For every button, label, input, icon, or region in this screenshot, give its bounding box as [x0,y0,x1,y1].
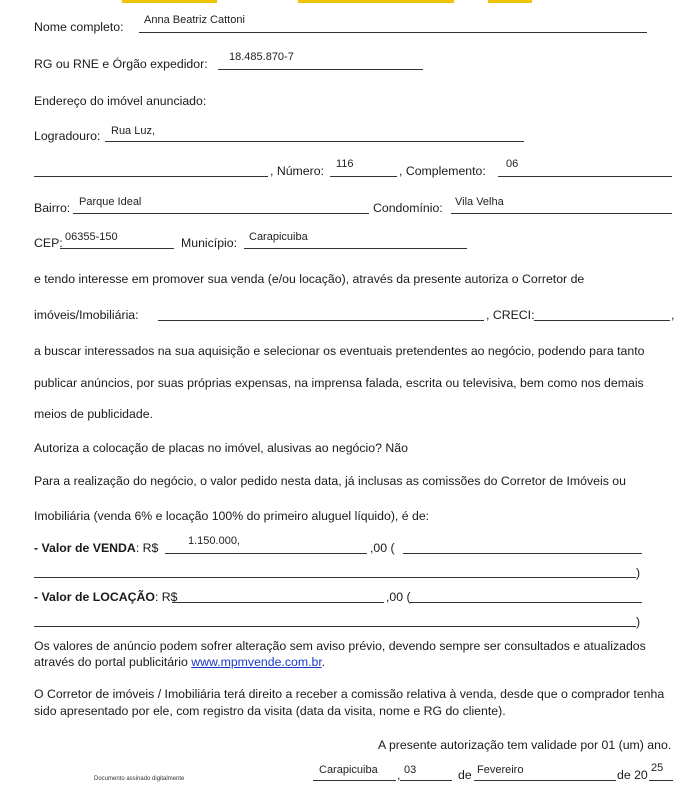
locacao-cents: ,00 ( [386,590,411,604]
venda-label: - Valor de VENDA: R$ [34,541,159,555]
placas-question: Autoriza a colocação de placas no imóvel, alusivas ao negócio? Não [34,441,408,455]
cidade-comma: , [397,768,401,782]
paragraph-autoriza-line-4: publicar anúncios, por suas próprias expensas, na imprensa falada, escrita ou televisiva, bem como nos demais [34,376,644,390]
condominio-line[interactable] [451,213,672,214]
creci-label: , CRECI: [486,308,535,322]
venda-value: 1.150.000, [188,535,240,547]
cidade-value: Carapicuiba [319,764,378,776]
portal-link[interactable]: www.mpmvende.com.br [191,655,322,669]
bairro-value: Parque Ideal [79,196,142,208]
condominio-label: Condomínio: [373,201,443,215]
complemento-label: , Complemento: [399,164,486,178]
nome-value: Anna Beatriz Cattoni [144,14,245,26]
mes-line[interactable] [474,780,616,781]
municipio-line[interactable] [244,248,467,249]
nome-label: Nome completo: [34,20,124,34]
mes-value: Fevereiro [477,764,524,776]
venda-extenso-line[interactable] [403,553,642,554]
logradouro-label: Logradouro: [34,129,101,143]
numero-label: , Número: [270,164,324,178]
paragraph-autoriza-line-5: meios de publicidade. [34,407,153,421]
rg-label: RG ou RNE e Órgão expedidor: [34,57,208,71]
logradouro-line-2[interactable] [34,176,268,177]
de-label-1: de [458,768,472,782]
dia-value: 03 [404,764,417,776]
venda-cents: ,00 ( [370,541,395,555]
venda-close-paren: ) [636,566,641,580]
nome-line[interactable] [139,32,647,33]
endereco-label: Endereço do imóvel anunciado: [34,94,207,108]
rg-value: 18.485.870-7 [229,51,294,63]
locacao-extenso-line[interactable] [410,602,642,603]
top-highlight-strip [0,0,691,8]
creci-comma: , [671,308,675,322]
validade-text: A presente autorização tem validade por 01 (um) ano. [378,738,672,752]
rg-line[interactable] [218,69,423,70]
aviso-line-1: Os valores de anúncio podem sofrer alteração sem aviso prévio, devendo sempre ser consultados e atualizados [34,639,646,653]
aviso-line-2: através do portal publicitário www.mpmvende.com.br. [34,655,326,669]
venda-line[interactable] [165,553,367,554]
documento-assinado-text: Documento assinado digitalmente [94,776,185,782]
locacao-extenso-line-2[interactable] [34,626,636,627]
cep-line[interactable] [60,248,174,249]
dia-line[interactable] [400,780,452,781]
bairro-label: Bairro: [34,201,71,215]
complemento-line[interactable] [498,176,672,177]
creci-line[interactable] [534,320,670,321]
valor-paragraph-line-2: Imobiliária (venda 6% e locação 100% do primeiro aluguel líquido), é de: [34,509,430,523]
numero-value: 116 [336,158,354,170]
ano-line[interactable] [649,780,673,781]
numero-line[interactable] [330,176,397,177]
comissao-line-2: sido apresentado por ele, com registro da visita (data da visita, nome e RG do cliente). [34,704,506,718]
municipio-label: Município: [181,236,238,250]
ano-value: 25 [651,762,664,774]
complemento-value: 06 [506,158,519,170]
cep-label: CEP: [34,236,63,250]
cep-value: 06355-150 [65,231,118,243]
valor-paragraph-line-1: Para a realização do negócio, o valor pedido nesta data, já inclusas as comissões do Corretor de Imóveis ou [34,474,626,488]
condominio-value: Vila Velha [455,196,504,208]
cidade-line[interactable] [313,780,396,781]
municipio-value: Carapicuiba [249,231,308,243]
locacao-label: - Valor de LOCAÇÃO: R$ [34,590,178,604]
imobiliaria-label: imóveis/Imobiliária: [34,308,139,322]
paragraph-autoriza-line-3: a buscar interessados na sua aquisição e selecionar os eventuais pretendentes ao negócio, podendo para tanto [34,344,645,358]
de-label-2: de 20 [617,768,648,782]
logradouro-value: Rua Luz, [111,125,156,137]
locacao-close-paren: ) [636,615,641,629]
comissao-line-1: O Corretor de imóveis / Imobiliária terá direito a receber a comissão relativa à venda, desde que o comprador tenha [34,687,665,701]
venda-extenso-line-2[interactable] [34,577,636,578]
paragraph-autoriza-line-1: e tendo interesse em promover sua venda (e/ou locação), através da presente autoriza o Corretor de [34,272,585,286]
locacao-line[interactable] [172,602,384,603]
imobiliaria-line[interactable] [158,320,484,321]
logradouro-line[interactable] [105,141,524,142]
bairro-line[interactable] [73,213,369,214]
